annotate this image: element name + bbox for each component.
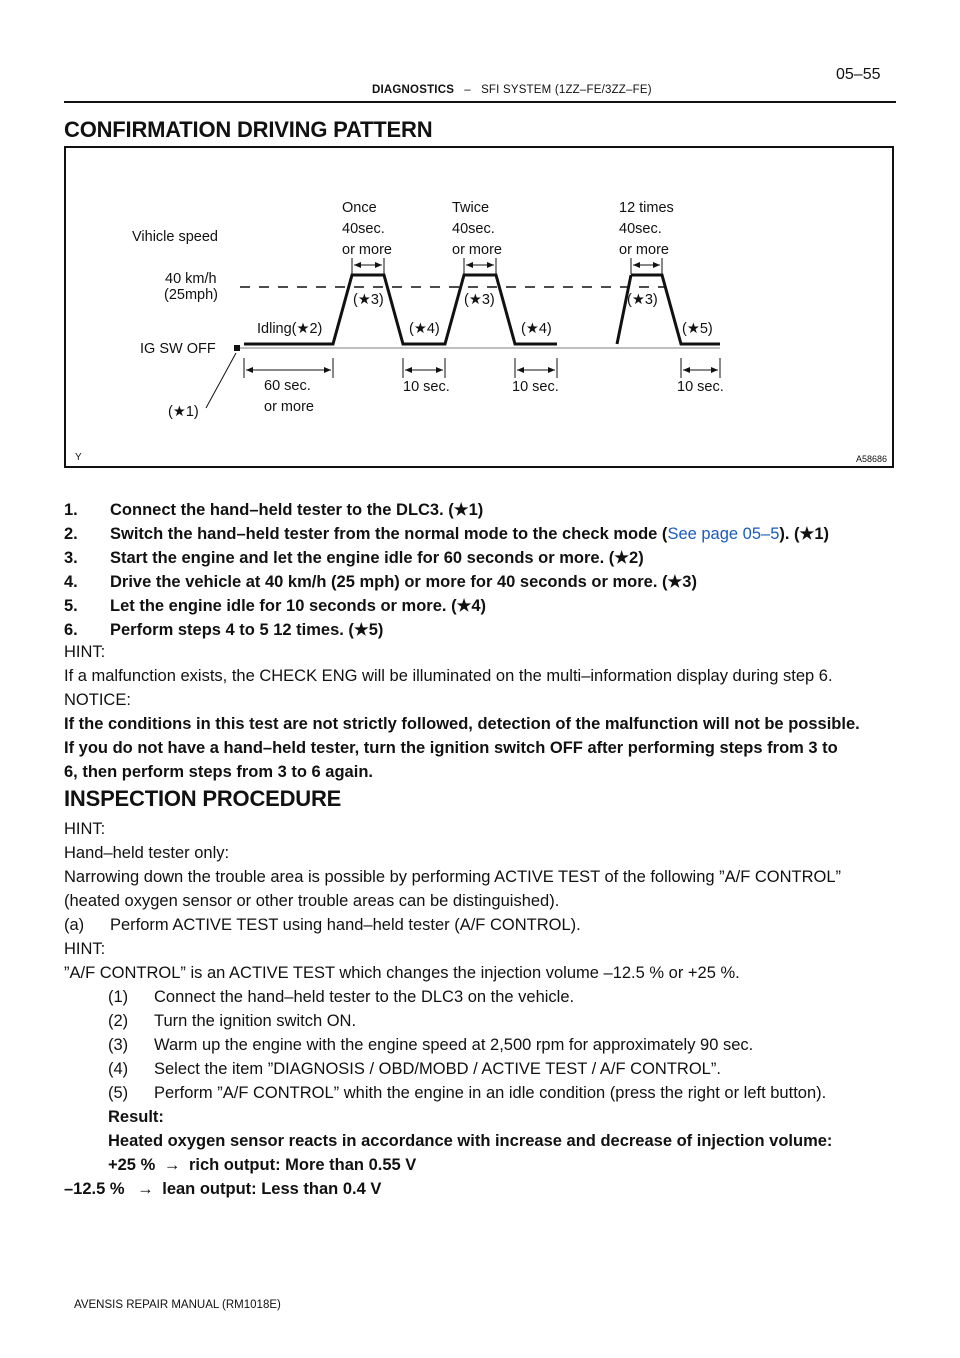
notice-line-1: If the conditions in this test are not strictly followed, detection of the malfunction will not be possible.: [64, 715, 860, 733]
step-3: 3. Start the engine and let the engine idle for 60 seconds or more. (★2): [64, 549, 644, 567]
label-twice-or-more: or more: [452, 242, 502, 258]
substep-1: (1) Connect the hand–held tester to the DLC3 on the vehicle.: [108, 988, 575, 1006]
label-ig-sw-off: IG SW OFF: [140, 341, 216, 357]
hint-2-line-3: (heated oxygen sensor or other trouble areas can be distinguished).: [64, 892, 560, 910]
footer-manual-id: AVENSIS REPAIR MANUAL (RM1018E): [74, 1299, 281, 1311]
label-star1: (★1): [168, 404, 199, 420]
result-rich: +25 % → rich output: More than 0.55 V: [108, 1156, 417, 1174]
running-header: [372, 84, 652, 96]
header-dash: –: [464, 84, 471, 96]
figure-corner-mark: Y: [75, 452, 82, 463]
start-dot: [234, 345, 240, 351]
hint-2-line-2: Narrowing down the trouble area is possible by performing ACTIVE TEST of the following ”A/F CONTROL”: [64, 868, 842, 886]
hint-1-label: HINT:: [64, 643, 106, 661]
label-star3-a: (★3): [353, 292, 384, 308]
step-1: 1. Connect the hand–held tester to the DLC3. (★1): [64, 501, 484, 519]
label-star3-b: (★3): [464, 292, 495, 308]
result-label: Result:: [108, 1108, 164, 1126]
label-star5: (★5): [682, 321, 713, 337]
step-4: 4. Drive the vehicle at 40 km/h (25 mph) or more for 40 seconds or more. (★3): [64, 573, 697, 591]
label-12-or-more: or more: [619, 242, 669, 258]
label-twice: Twice: [452, 200, 490, 216]
hint-1-text: If a malfunction exists, the CHECK ENG will be illuminated on the multi–information display during step 6.: [64, 667, 833, 685]
section-title-confirmation: CONFIRMATION DRIVING PATTERN: [64, 117, 433, 142]
arrow-right-icon: →: [163, 1156, 181, 1174]
label-star4-a: (★4): [409, 321, 440, 337]
label-40kmh: 40 km/h: [165, 271, 217, 287]
label-once: Once: [342, 200, 377, 216]
duration-arrows-top: [352, 258, 662, 274]
step-2: 2. Switch the hand–held tester from the normal mode to the check mode (See page 05–5). (★1): [64, 525, 830, 543]
page-number: 05–55: [836, 66, 881, 83]
header-rule: [64, 101, 896, 103]
hint-3-label: HINT:: [64, 940, 106, 958]
see-page-link[interactable]: See page 05–5: [667, 525, 780, 543]
label-once-or-more: or more: [342, 242, 392, 258]
duration-arrows-bottom: [244, 358, 720, 378]
label-10sec-a: 10 sec.: [403, 379, 450, 395]
label-vehicle-speed: Vihicle speed: [132, 229, 218, 245]
result-line: Heated oxygen sensor reacts in accordance with increase and decrease of injection volume:: [108, 1132, 833, 1150]
label-60sec-or-more: or more: [264, 399, 314, 415]
arrow-right-icon: →: [137, 1180, 154, 1198]
driving-pattern-figure: [64, 146, 894, 468]
hint-2-label: HINT:: [64, 820, 106, 838]
label-10sec-c: 10 sec.: [677, 379, 724, 395]
substep-2: (2) Turn the ignition switch ON.: [108, 1012, 357, 1030]
step-6: 6. Perform steps 4 to 5 12 times. (★5): [64, 621, 384, 639]
label-60sec: 60 sec.: [264, 378, 311, 394]
notice-line-2: If you do not have a hand–held tester, turn the ignition switch OFF after performing steps from 3 to: [64, 739, 838, 757]
hint-3-text: ”A/F CONTROL” is an ACTIVE TEST which changes the injection volume –12.5 % or +25 %.: [64, 964, 740, 982]
result-lean: –12.5 % → lean output: Less than 0.4 V: [64, 1180, 382, 1198]
substep-5: (5) Perform ”A/F CONTROL” whith the engine in an idle condition (press the right or left button).: [108, 1084, 827, 1102]
header-subtitle: SFI SYSTEM (1ZZ–FE/3ZZ–FE): [481, 84, 652, 96]
header-section: DIAGNOSTICS: [372, 84, 455, 96]
label-star4-b: (★4): [521, 321, 552, 337]
label-10sec-b: 10 sec.: [512, 379, 559, 395]
star1-pointer: [206, 353, 236, 408]
substep-4: (4) Select the item ”DIAGNOSIS / OBD/MOBD / ACTIVE TEST / A/F CONTROL”.: [108, 1060, 721, 1078]
label-idling: Idling(★2): [257, 321, 323, 337]
label-twice-40sec: 40sec.: [452, 221, 495, 237]
hint-2-line-1: Hand–held tester only:: [64, 844, 230, 862]
item-a: (a) Perform ACTIVE TEST using hand–held tester (A/F CONTROL).: [64, 916, 581, 934]
step-5: 5. Let the engine idle for 10 seconds or more. (★4): [64, 597, 487, 615]
label-once-40sec: 40sec.: [342, 221, 385, 237]
substep-3: (3) Warm up the engine with the engine speed at 2,500 rpm for approximately 90 sec.: [108, 1036, 754, 1054]
label-12-times: 12 times: [619, 200, 674, 216]
label-25mph: (25mph): [164, 287, 218, 303]
section-title-inspection: INSPECTION PROCEDURE: [64, 786, 342, 811]
label-12-40sec: 40sec.: [619, 221, 662, 237]
notice-label: NOTICE:: [64, 691, 131, 709]
notice-line-3: 6, then perform steps from 3 to 6 again.: [64, 763, 373, 781]
figure-id: A58686: [856, 454, 888, 464]
label-star3-c: (★3): [627, 292, 658, 308]
